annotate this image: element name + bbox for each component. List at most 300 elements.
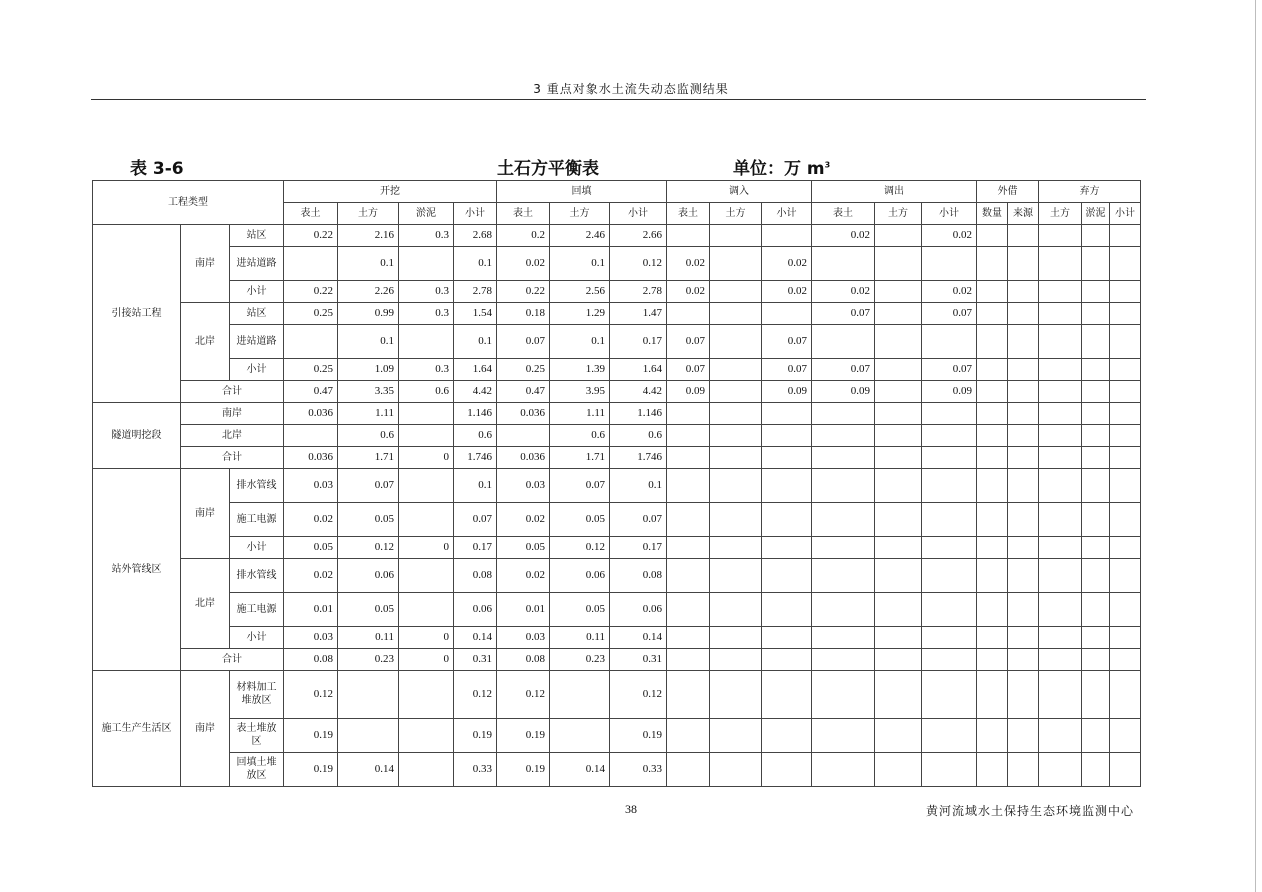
value-cell (1008, 559, 1039, 593)
bank-name: 南岸 (181, 671, 230, 787)
value-cell (667, 649, 710, 671)
value-cell (1082, 753, 1110, 787)
value-cell: 0 (399, 447, 454, 469)
value-cell (1039, 503, 1082, 537)
value-cell (1082, 719, 1110, 753)
value-cell (284, 325, 338, 359)
value-cell: 0.1 (338, 247, 399, 281)
value-cell (667, 753, 710, 787)
value-cell (710, 247, 762, 281)
value-cell: 0.02 (812, 281, 875, 303)
value-cell (1110, 325, 1141, 359)
value-cell: 0.3 (399, 225, 454, 247)
value-cell: 0.19 (454, 719, 497, 753)
value-cell (399, 503, 454, 537)
value-cell: 0.07 (338, 469, 399, 503)
value-cell (812, 247, 875, 281)
value-cell: 0.33 (454, 753, 497, 787)
value-cell (1039, 403, 1082, 425)
header-group: 回填 (497, 181, 667, 203)
table-row (93, 503, 1141, 537)
value-cell (875, 719, 922, 753)
value-cell (1082, 303, 1110, 325)
section-name: 引接站工程 (93, 225, 181, 403)
value-cell (812, 671, 875, 719)
section-name: 隧道明挖段 (93, 403, 181, 469)
value-cell (1008, 627, 1039, 649)
value-cell (1082, 225, 1110, 247)
value-cell (1008, 593, 1039, 627)
value-cell (922, 425, 977, 447)
value-cell (667, 225, 710, 247)
value-cell (922, 403, 977, 425)
value-cell (1082, 469, 1110, 503)
value-cell: 0.6 (338, 425, 399, 447)
value-cell (667, 469, 710, 503)
bank-name: 北岸 (181, 559, 230, 649)
value-cell: 2.66 (610, 225, 667, 247)
value-cell (812, 403, 875, 425)
value-cell (977, 447, 1008, 469)
value-cell: 0.19 (497, 719, 550, 753)
value-cell (1039, 719, 1082, 753)
value-cell: 0 (399, 537, 454, 559)
value-cell (812, 503, 875, 537)
value-cell (762, 303, 812, 325)
value-cell: 0.07 (454, 503, 497, 537)
value-cell: 0.1 (454, 469, 497, 503)
header-subcolumn: 小计 (454, 203, 497, 225)
value-cell (667, 303, 710, 325)
value-cell (710, 425, 762, 447)
value-cell: 0.02 (497, 559, 550, 593)
value-cell: 0.09 (812, 381, 875, 403)
value-cell: 0.07 (812, 359, 875, 381)
value-cell (1082, 503, 1110, 537)
value-cell (812, 425, 875, 447)
value-cell: 0.02 (667, 281, 710, 303)
value-cell: 0.25 (284, 303, 338, 325)
value-cell (1039, 627, 1082, 649)
value-cell (762, 671, 812, 719)
value-cell (284, 247, 338, 281)
table-row (93, 425, 1141, 447)
header-project-type: 工程类型 (93, 181, 284, 225)
value-cell (977, 671, 1008, 719)
value-cell (667, 559, 710, 593)
value-cell: 2.56 (550, 281, 610, 303)
value-cell: 0.03 (284, 469, 338, 503)
page-right-border (1255, 0, 1256, 892)
value-cell (399, 247, 454, 281)
value-cell (710, 753, 762, 787)
value-cell (812, 649, 875, 671)
value-cell: 0.25 (284, 359, 338, 381)
value-cell (710, 303, 762, 325)
value-cell (1110, 537, 1141, 559)
row-label: 进站道路 (230, 247, 284, 281)
value-cell (922, 469, 977, 503)
value-cell (550, 671, 610, 719)
value-cell (875, 359, 922, 381)
value-cell (1008, 381, 1039, 403)
value-cell: 0.19 (497, 753, 550, 787)
value-cell (1110, 403, 1141, 425)
value-cell (812, 753, 875, 787)
value-cell (1008, 671, 1039, 719)
table-row (93, 225, 1141, 247)
header-subcolumn: 土方 (338, 203, 399, 225)
value-cell: 1.39 (550, 359, 610, 381)
header-subcolumn: 土方 (1039, 203, 1082, 225)
value-cell: 0.02 (284, 503, 338, 537)
value-cell (1082, 425, 1110, 447)
value-cell (1110, 447, 1141, 469)
value-cell (762, 537, 812, 559)
value-cell (762, 403, 812, 425)
value-cell: 0.6 (610, 425, 667, 447)
value-cell: 0.09 (667, 381, 710, 403)
value-cell: 0.19 (284, 753, 338, 787)
value-cell: 0.1 (610, 469, 667, 503)
value-cell (762, 503, 812, 537)
value-cell (812, 325, 875, 359)
value-cell (922, 559, 977, 593)
value-cell (1082, 447, 1110, 469)
value-cell (1008, 303, 1039, 325)
value-cell (977, 225, 1008, 247)
value-cell (1039, 447, 1082, 469)
value-cell: 0.12 (497, 671, 550, 719)
value-cell (977, 359, 1008, 381)
value-cell (977, 593, 1008, 627)
table-total-row (93, 649, 1141, 671)
value-cell (497, 425, 550, 447)
row-label: 进站道路 (230, 325, 284, 359)
value-cell: 0.06 (610, 593, 667, 627)
header-group: 弃方 (1039, 181, 1141, 203)
header-subcolumn: 小计 (762, 203, 812, 225)
value-cell (977, 381, 1008, 403)
value-cell: 1.11 (550, 403, 610, 425)
header-subcolumn: 表土 (812, 203, 875, 225)
value-cell (710, 537, 762, 559)
value-cell: 2.46 (550, 225, 610, 247)
table-row (93, 403, 1141, 425)
value-cell (1082, 325, 1110, 359)
value-cell (1110, 753, 1141, 787)
value-cell: 0.14 (610, 627, 667, 649)
value-cell (667, 627, 710, 649)
value-cell: 0.05 (497, 537, 550, 559)
value-cell (1110, 225, 1141, 247)
bank-name: 北岸 (181, 303, 230, 381)
value-cell (710, 559, 762, 593)
value-cell: 0.17 (610, 325, 667, 359)
value-cell (875, 303, 922, 325)
header-subcolumn: 土方 (875, 203, 922, 225)
value-cell: 0.12 (610, 247, 667, 281)
value-cell: 0.6 (454, 425, 497, 447)
value-cell (1110, 469, 1141, 503)
value-cell (1082, 671, 1110, 719)
value-cell (875, 469, 922, 503)
value-cell: 0.22 (284, 281, 338, 303)
value-cell: 4.42 (610, 381, 667, 403)
value-cell: 0.02 (497, 503, 550, 537)
value-cell (1039, 359, 1082, 381)
row-label: 合计 (181, 447, 284, 469)
value-cell: 0.07 (667, 359, 710, 381)
value-cell: 0.02 (762, 281, 812, 303)
value-cell (875, 381, 922, 403)
value-cell: 0.31 (610, 649, 667, 671)
table-row (93, 281, 1141, 303)
value-cell: 0.07 (667, 325, 710, 359)
value-cell (922, 671, 977, 719)
value-cell (875, 325, 922, 359)
row-label: 回填土堆放区 (230, 753, 284, 787)
value-cell (922, 649, 977, 671)
value-cell (399, 593, 454, 627)
row-label: 施工电源 (230, 593, 284, 627)
table-row (93, 627, 1141, 649)
value-cell (922, 447, 977, 469)
table-header-row (93, 181, 1141, 203)
value-cell: 0.12 (610, 671, 667, 719)
value-cell: 3.95 (550, 381, 610, 403)
header-subcolumn: 表土 (284, 203, 338, 225)
value-cell (875, 447, 922, 469)
value-cell (1008, 247, 1039, 281)
bank-name: 南岸 (181, 469, 230, 559)
value-cell (922, 593, 977, 627)
value-cell (710, 503, 762, 537)
value-cell: 2.26 (338, 281, 399, 303)
value-cell (1110, 303, 1141, 325)
value-cell: 0.12 (454, 671, 497, 719)
value-cell (1110, 281, 1141, 303)
value-cell: 0.1 (454, 325, 497, 359)
value-cell (875, 403, 922, 425)
header-group: 外借 (977, 181, 1039, 203)
value-cell: 0.6 (399, 381, 454, 403)
page-header: 3 重点对象水土流失动态监测结果 (533, 82, 729, 96)
value-cell: 1.146 (454, 403, 497, 425)
table-row (93, 325, 1141, 359)
unit-label (733, 154, 830, 179)
value-cell (1008, 359, 1039, 381)
value-cell (399, 671, 454, 719)
header-subcolumn: 小计 (922, 203, 977, 225)
value-cell: 0.1 (550, 325, 610, 359)
value-cell: 0.12 (338, 537, 399, 559)
value-cell: 0.07 (922, 359, 977, 381)
value-cell: 0.05 (550, 593, 610, 627)
value-cell: 0.47 (284, 381, 338, 403)
header-subcolumn: 土方 (710, 203, 762, 225)
value-cell: 0.05 (338, 503, 399, 537)
value-cell: 0.07 (610, 503, 667, 537)
value-cell: 1.71 (338, 447, 399, 469)
value-cell: 0.036 (284, 447, 338, 469)
value-cell (875, 627, 922, 649)
value-cell: 0.05 (284, 537, 338, 559)
table-row (93, 447, 1141, 469)
value-cell (922, 753, 977, 787)
value-cell: 0.02 (284, 559, 338, 593)
value-cell (1082, 403, 1110, 425)
value-cell (812, 719, 875, 753)
value-cell (1082, 537, 1110, 559)
value-cell (762, 719, 812, 753)
value-cell: 0.03 (497, 469, 550, 503)
value-cell: 1.09 (338, 359, 399, 381)
value-cell (1008, 649, 1039, 671)
value-cell (875, 537, 922, 559)
value-cell (812, 469, 875, 503)
value-cell (667, 403, 710, 425)
value-cell (667, 593, 710, 627)
value-cell (1039, 425, 1082, 447)
value-cell (922, 627, 977, 649)
earthwork-balance-table-container (92, 180, 1141, 787)
value-cell (875, 559, 922, 593)
section-name: 站外管线区 (93, 469, 181, 671)
value-cell (875, 281, 922, 303)
value-cell: 0.22 (284, 225, 338, 247)
value-cell: 0.08 (454, 559, 497, 593)
value-cell: 0.03 (284, 627, 338, 649)
value-cell (710, 593, 762, 627)
value-cell (1082, 559, 1110, 593)
value-cell (812, 537, 875, 559)
value-cell (1110, 649, 1141, 671)
value-cell: 0.99 (338, 303, 399, 325)
value-cell (399, 559, 454, 593)
value-cell (875, 593, 922, 627)
value-cell: 0.1 (338, 325, 399, 359)
value-cell (1039, 649, 1082, 671)
header-subcolumn: 土方 (550, 203, 610, 225)
value-cell (977, 303, 1008, 325)
value-cell: 0.08 (610, 559, 667, 593)
value-cell: 1.11 (338, 403, 399, 425)
value-cell: 0.23 (550, 649, 610, 671)
value-cell: 0.036 (284, 403, 338, 425)
value-cell: 0.01 (284, 593, 338, 627)
table-row (93, 719, 1141, 753)
value-cell (667, 503, 710, 537)
value-cell: 1.146 (610, 403, 667, 425)
value-cell (977, 503, 1008, 537)
value-cell (977, 649, 1008, 671)
value-cell (710, 447, 762, 469)
value-cell (399, 469, 454, 503)
value-cell (710, 225, 762, 247)
value-cell (1082, 359, 1110, 381)
value-cell (1039, 303, 1082, 325)
value-cell: 0.09 (762, 381, 812, 403)
value-cell: 0.08 (284, 649, 338, 671)
value-cell (1110, 503, 1141, 537)
value-cell (922, 325, 977, 359)
value-cell (1110, 671, 1141, 719)
value-cell (399, 753, 454, 787)
value-cell: 0.19 (284, 719, 338, 753)
value-cell (1082, 593, 1110, 627)
value-cell: 0.14 (550, 753, 610, 787)
value-cell: 0.47 (497, 381, 550, 403)
value-cell (667, 537, 710, 559)
value-cell (710, 281, 762, 303)
value-cell: 4.42 (454, 381, 497, 403)
value-cell (710, 671, 762, 719)
value-cell (812, 593, 875, 627)
bank-name: 南岸 (181, 225, 230, 303)
value-cell (812, 559, 875, 593)
footer-organization: 黄河流域水土保持生态环境监测中心 (925, 804, 1134, 818)
value-cell (710, 325, 762, 359)
value-cell (667, 447, 710, 469)
row-label: 小计 (230, 537, 284, 559)
value-cell (550, 719, 610, 753)
value-cell (1008, 503, 1039, 537)
value-cell (710, 381, 762, 403)
value-cell (977, 403, 1008, 425)
value-cell (875, 247, 922, 281)
value-cell: 0.17 (454, 537, 497, 559)
value-cell: 0.07 (762, 325, 812, 359)
value-cell (977, 325, 1008, 359)
header-subcolumn: 小计 (610, 203, 667, 225)
value-cell: 0.08 (497, 649, 550, 671)
value-cell (977, 719, 1008, 753)
value-cell: 0.07 (550, 469, 610, 503)
value-cell: 0.07 (497, 325, 550, 359)
table-row (93, 593, 1141, 627)
value-cell (762, 425, 812, 447)
value-cell (1039, 247, 1082, 281)
value-cell (399, 325, 454, 359)
value-cell: 1.746 (610, 447, 667, 469)
value-cell (875, 753, 922, 787)
table-row (93, 753, 1141, 787)
value-cell (1039, 671, 1082, 719)
value-cell (1039, 537, 1082, 559)
value-cell: 0.14 (454, 627, 497, 649)
table-row (93, 537, 1141, 559)
value-cell: 0.06 (338, 559, 399, 593)
table-row (93, 469, 1141, 503)
value-cell: 0.09 (922, 381, 977, 403)
earthwork-balance-table (92, 180, 1141, 787)
value-cell: 0.02 (497, 247, 550, 281)
value-cell (762, 447, 812, 469)
table-title-row (0, 154, 1262, 178)
header-subcolumn: 来源 (1008, 203, 1039, 225)
value-cell (762, 225, 812, 247)
value-cell: 0.12 (550, 537, 610, 559)
value-cell (1008, 753, 1039, 787)
value-cell (922, 503, 977, 537)
value-cell (710, 359, 762, 381)
value-cell: 0.06 (454, 593, 497, 627)
table-row (93, 247, 1141, 281)
value-cell (710, 469, 762, 503)
value-cell: 0.22 (497, 281, 550, 303)
value-cell (977, 469, 1008, 503)
